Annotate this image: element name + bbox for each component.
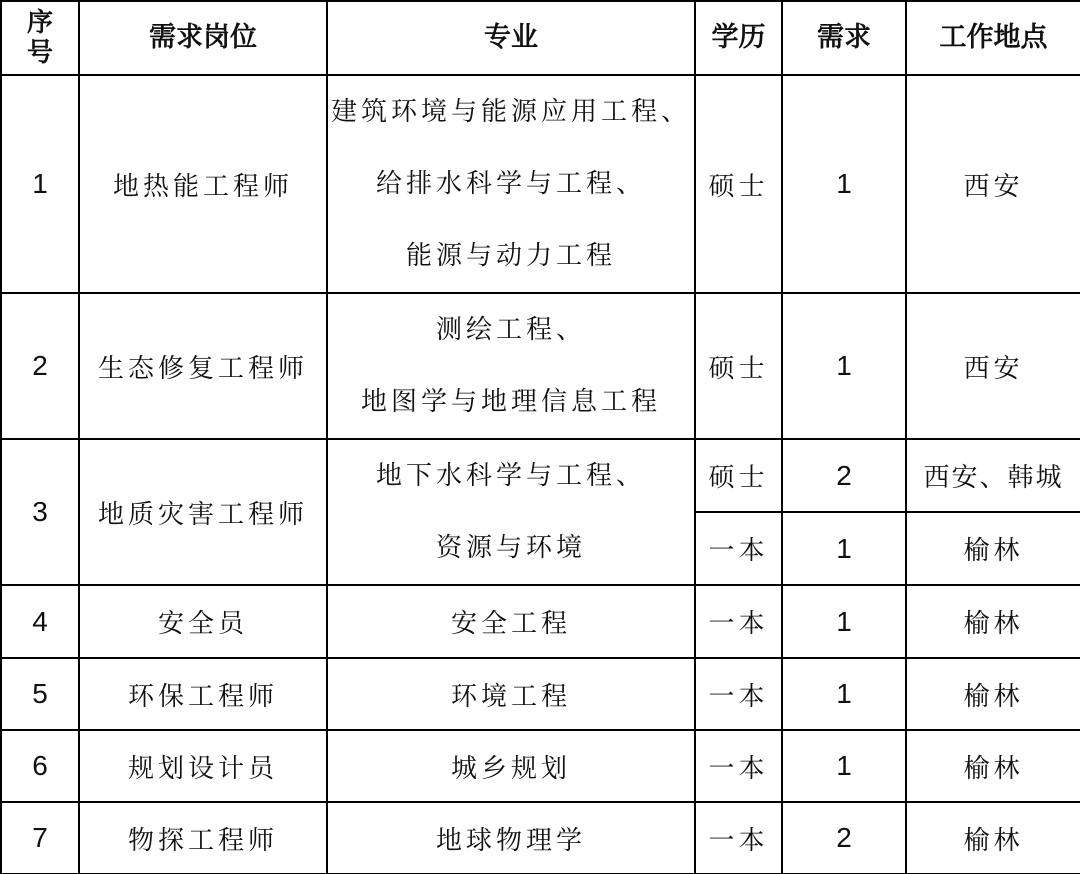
header-position: 需求岗位 [79,1,327,75]
row-degree: 硕士 [695,75,782,293]
header-seq-line1: 序 [26,8,53,38]
row-major [327,293,695,439]
row-demand: 1 [782,585,906,658]
row-major-line: 测绘工程、 [435,315,586,345]
row-major-line: 地图学与地理信息工程 [360,387,661,417]
row-position: 生态修复工程师 [79,293,327,439]
table-row [1,802,1080,874]
row-position: 地热能工程师 [79,75,327,293]
row-position: 安全员 [79,585,327,658]
row-major: 城乡规划 [327,730,695,802]
table-row [1,658,1080,730]
row-major: 地球物理学 [327,802,695,874]
row-major: 环境工程 [327,658,695,730]
row-seq: 2 [1,293,79,439]
header-seq [1,1,79,75]
row-major-line: 建筑环境与能源应用工程、 [330,97,691,127]
row-demand: 2 [782,439,906,512]
header-seq-line2: 号 [26,38,53,68]
row-location: 榆林 [906,512,1080,585]
row-demand: 1 [782,730,906,802]
row-major [327,439,695,585]
row-seq: 6 [1,730,79,802]
row-major: 安全工程 [327,585,695,658]
row-demand: 1 [782,658,906,730]
row-location: 榆林 [906,730,1080,802]
row-demand: 2 [782,802,906,874]
row-major-line: 给排水科学与工程、 [375,169,646,199]
row-major [327,75,695,293]
row-location: 西安、韩城 [906,439,1080,512]
row-degree: 一本 [695,730,782,802]
table-row [1,293,1080,439]
row-degree: 一本 [695,658,782,730]
row-degree: 一本 [695,512,782,585]
table-row [1,585,1080,658]
row-position: 环保工程师 [79,658,327,730]
row-location: 榆林 [906,658,1080,730]
row-seq: 1 [1,75,79,293]
table-row [1,730,1080,802]
row-position: 地质灾害工程师 [79,439,327,585]
header-major: 专业 [327,1,695,75]
row-seq: 4 [1,585,79,658]
row-degree: 硕士 [695,439,782,512]
row-major-line: 地下水科学与工程、 [375,461,646,491]
row-position: 物探工程师 [79,802,327,874]
row-seq: 7 [1,802,79,874]
header-degree: 学历 [695,1,782,75]
row-location: 西安 [906,293,1080,439]
row-seq: 3 [1,439,79,585]
row-demand: 1 [782,293,906,439]
table-row [1,439,1080,512]
row-demand: 1 [782,75,906,293]
row-demand: 1 [782,512,906,585]
row-seq: 5 [1,658,79,730]
row-location: 榆林 [906,585,1080,658]
row-location: 西安 [906,75,1080,293]
row-location: 榆林 [906,802,1080,874]
row-major-line: 资源与环境 [435,533,586,563]
header-row [1,1,1080,75]
row-major-line: 能源与动力工程 [405,241,616,271]
row-degree: 一本 [695,585,782,658]
table-row [1,75,1080,293]
row-degree: 一本 [695,802,782,874]
header-demand: 需求 [782,1,906,75]
header-location: 工作地点 [906,1,1080,75]
row-position: 规划设计员 [79,730,327,802]
row-degree: 硕士 [695,293,782,439]
